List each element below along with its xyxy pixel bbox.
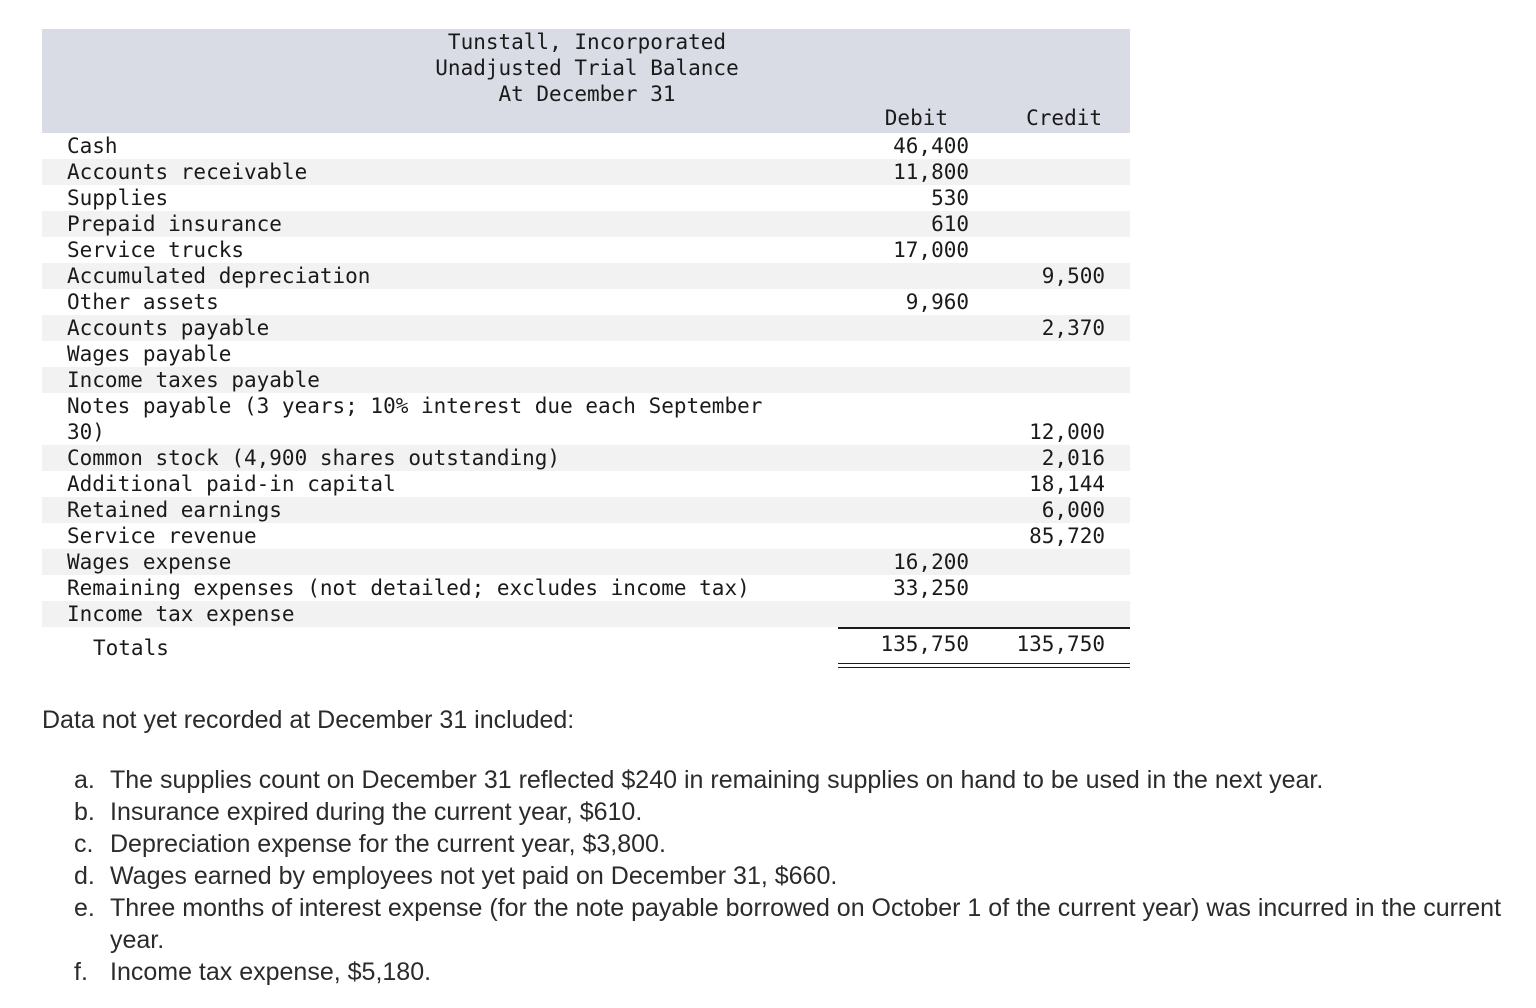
note-item [42,764,1502,796]
account-name: Service revenue [67,524,257,548]
totals-row [42,627,1130,667]
statement-name: Unadjusted Trial Balance [435,56,739,80]
totals-top-rule [838,627,1130,629]
table-row [42,263,1130,289]
account-name: Supplies [67,186,169,210]
credit-amount: 85,720 [1029,524,1105,548]
account-name: Accounts receivable [67,160,308,184]
totals-credit: 135,750 [1016,632,1105,656]
debit-amount: 610 [931,212,969,236]
credit-amount: 2,370 [1041,316,1105,340]
account-name: Prepaid insurance [67,212,282,236]
table-row [42,315,1130,341]
table-row [42,367,1130,393]
notes-intro: Data not yet recorded at December 31 included: [42,706,575,734]
credit-column-header: Credit [1026,106,1102,130]
table-row [42,601,1130,627]
credit-amount: 2,016 [1041,446,1105,470]
debit-amount: 33,250 [893,576,969,600]
table-title [427,29,747,107]
account-name: Common stock (4,900 shares outstanding) [67,446,561,470]
statement-date: At December 31 [498,82,676,106]
note-item [42,860,1502,892]
totals-label: Totals [93,636,169,660]
note-text: Depreciation expense for the current year, $3,800. [110,830,666,858]
debit-amount: 17,000 [893,238,969,262]
note-text: Three months of interest expense (for the note payable borrowed on October 1 of the current year) was incurred in the current year. [110,894,1502,954]
table-body [42,133,1130,627]
note-item [42,956,1502,988]
credit-amount: 9,500 [1041,264,1105,288]
account-name: Other assets [67,290,219,314]
totals-debit: 135,750 [880,632,969,656]
debit-amount: 16,200 [893,550,969,574]
table-row [42,575,1130,601]
table-row [42,289,1130,315]
note-letter: d. [74,862,95,890]
debit-column-header: Debit [884,106,948,130]
note-item [42,892,1502,956]
company-name: Tunstall, Incorporated [447,30,727,54]
totals-double-rule [838,663,1130,668]
account-name: Accumulated depreciation [67,264,371,288]
table-row [42,237,1130,263]
account-name: Notes payable (3 years; 10% interest due each September 30) [67,394,763,444]
note-text: Income tax expense, $5,180. [110,958,432,986]
credit-amount: 18,144 [1029,472,1105,496]
note-letter: b. [74,798,95,826]
table-row [42,133,1130,159]
account-name: Income taxes payable [67,368,320,392]
note-item [42,828,1502,860]
account-name: Cash [67,134,118,158]
trial-balance-table [42,29,1130,667]
account-name: Accounts payable [67,316,270,340]
table-row [42,471,1130,497]
credit-amount: 6,000 [1041,498,1105,522]
debit-amount: 11,800 [893,160,969,184]
account-name: Additional paid-in capital [67,472,396,496]
account-name: Wages payable [67,342,232,366]
note-item [42,796,1502,828]
note-text: Wages earned by employees not yet paid on December 31, $660. [110,862,838,890]
debit-amount: 530 [931,186,969,210]
account-name: Wages expense [67,550,232,574]
notes-list [42,764,1502,988]
table-header [42,29,1130,133]
note-letter: f. [74,958,88,986]
note-letter: e. [74,894,95,922]
account-name: Remaining expenses (not detailed; excludes income tax) [67,576,750,600]
debit-amount: 9,960 [905,290,969,314]
note-text: Insurance expired during the current year, $610. [110,798,643,826]
adjustment-notes [42,704,1502,988]
table-row [42,497,1130,523]
table-row [42,549,1130,575]
table-row [42,341,1130,367]
debit-amount: 46,400 [893,134,969,158]
note-letter: c. [74,830,94,858]
note-letter: a. [74,766,95,794]
credit-amount: 12,000 [1029,420,1105,444]
note-text: The supplies count on December 31 reflected $240 in remaining supplies on hand to be used in the next year. [110,766,1324,794]
account-name: Service trucks [67,238,245,262]
account-name: Retained earnings [67,498,282,522]
table-row [42,159,1130,185]
table-row [42,185,1130,211]
account-name: Income tax expense [67,602,295,626]
table-row [42,211,1130,237]
table-row [42,445,1130,471]
table-row [42,393,1130,445]
table-row [42,523,1130,549]
